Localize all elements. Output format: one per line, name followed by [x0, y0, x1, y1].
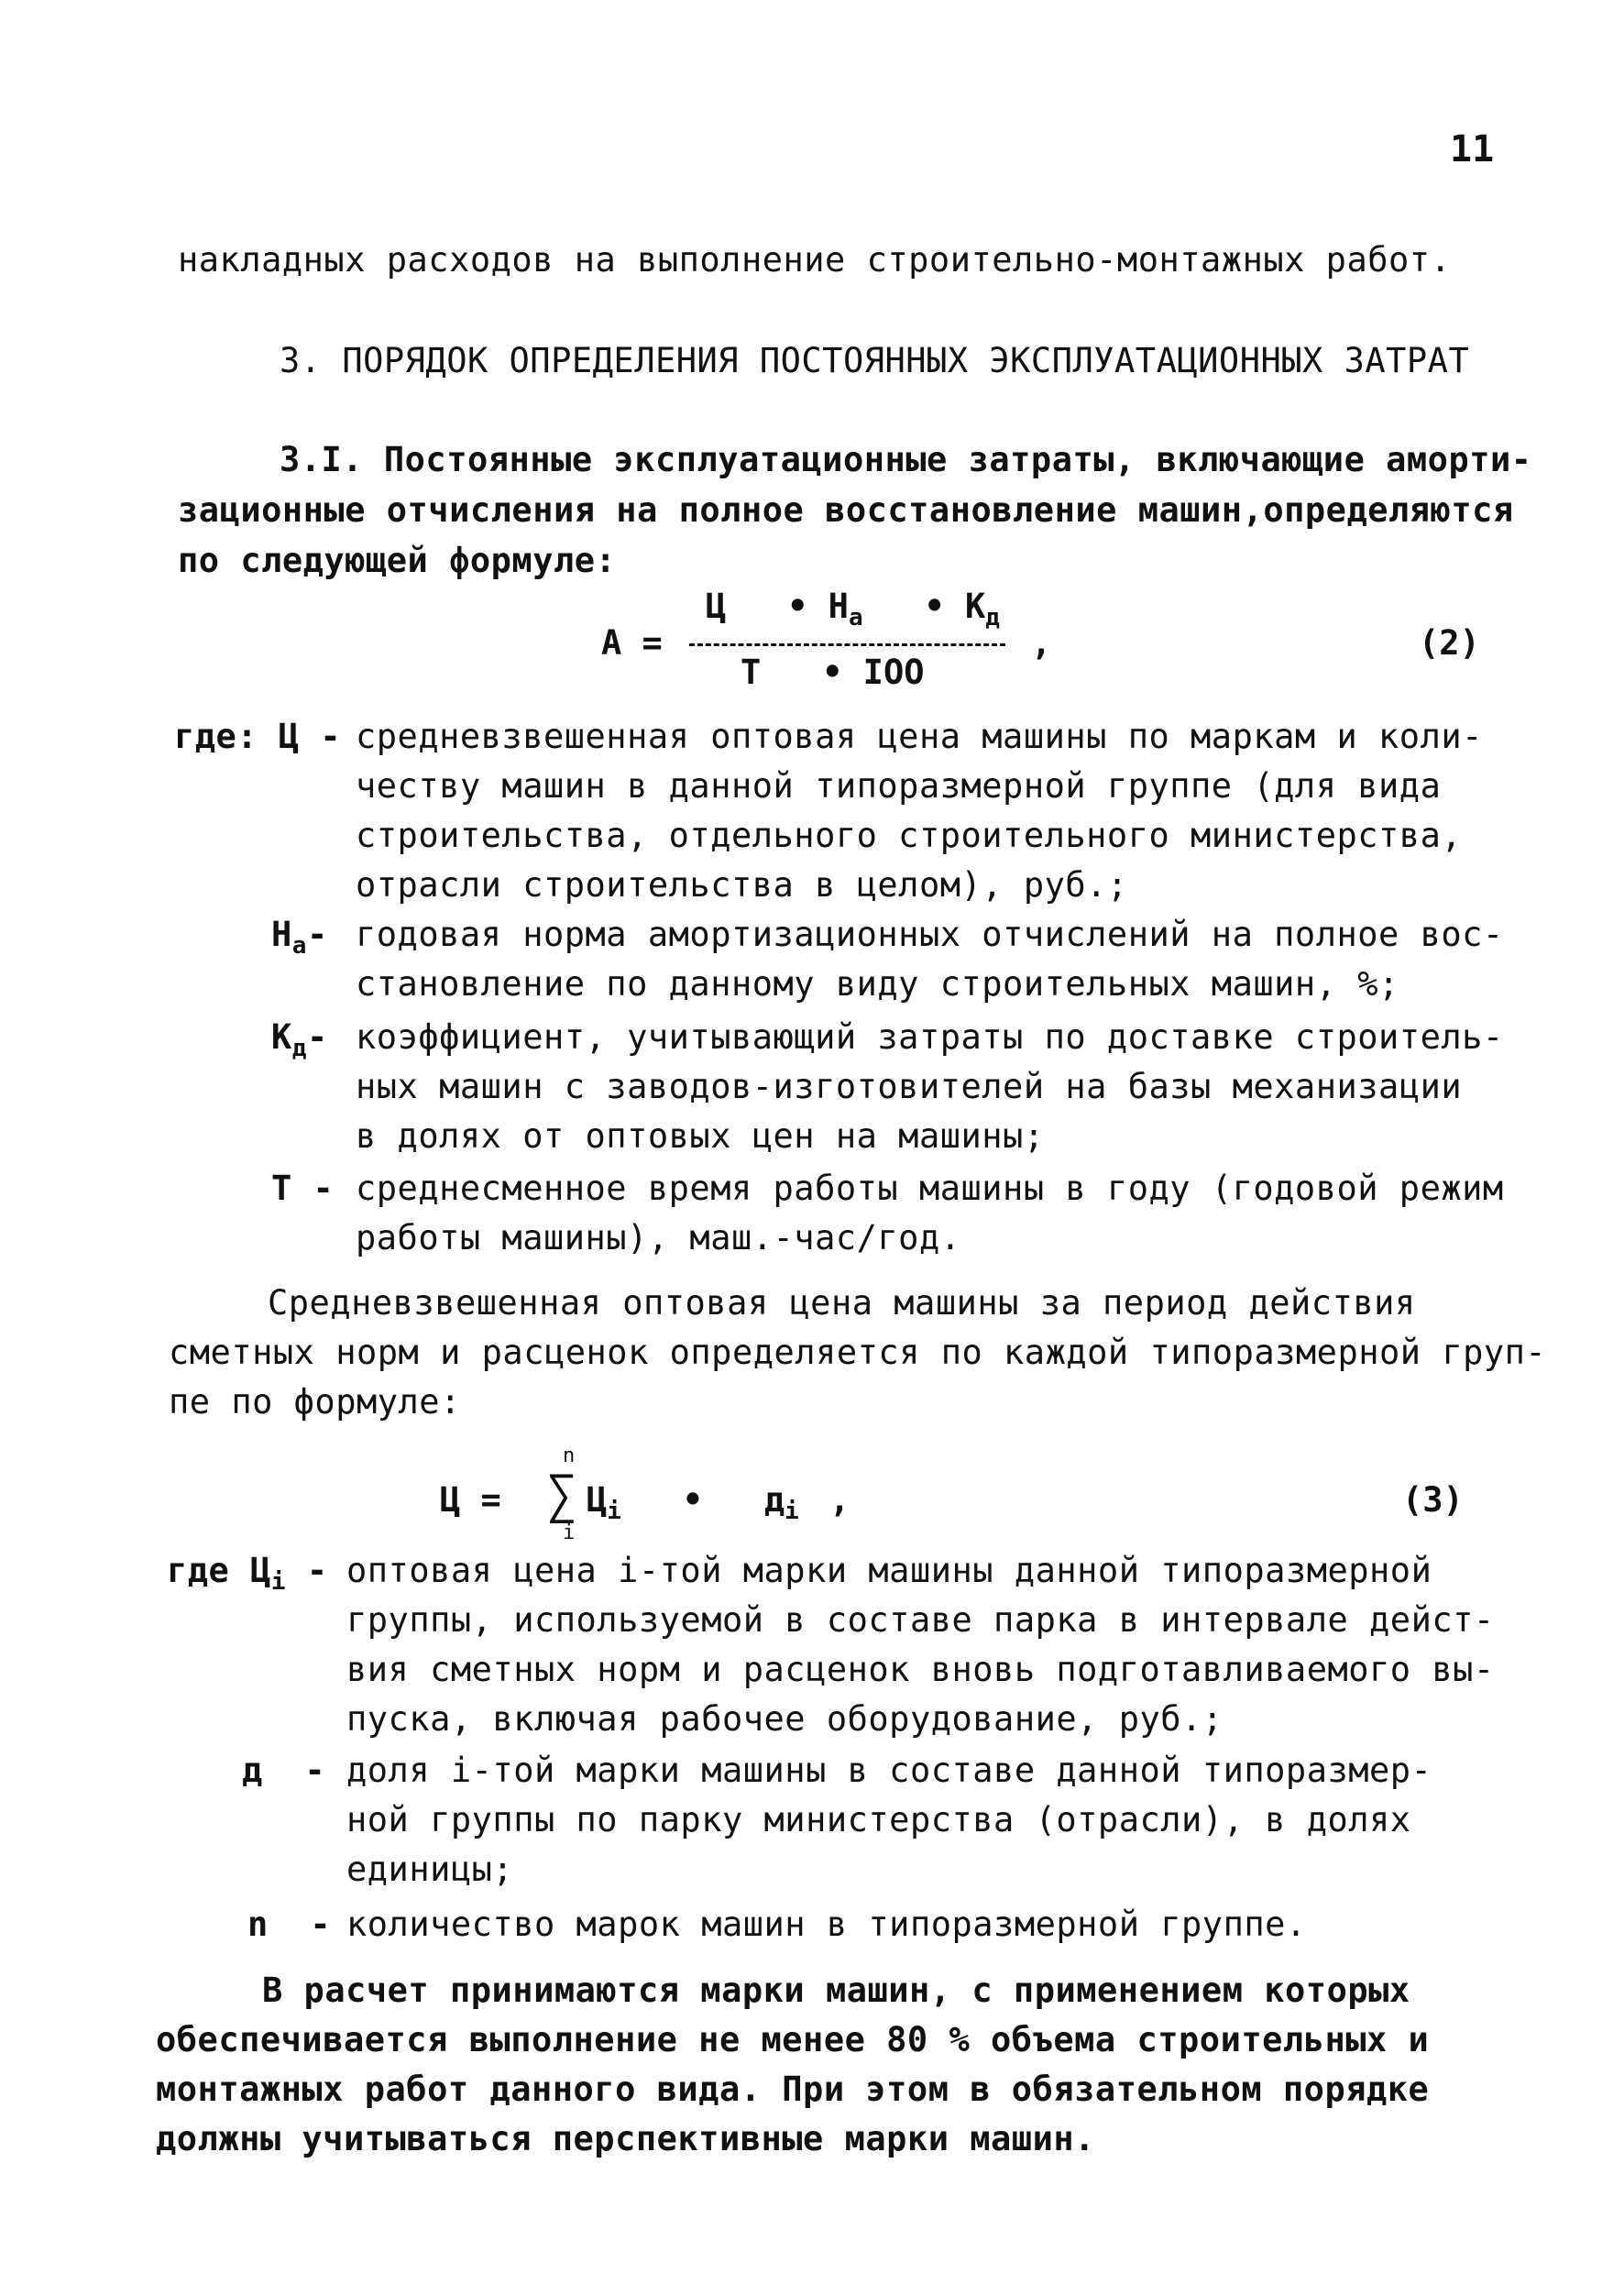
- sub-d: д: [985, 604, 1000, 631]
- paragraph-line: сметных норм и расценок определяется по каждой типоразмерной груп-: [169, 1333, 1547, 1372]
- formula-numerator: [706, 587, 1000, 631]
- def-line: единицы;: [346, 1850, 514, 1889]
- formula-comma: ,: [829, 1480, 850, 1520]
- paragraph-line: монтажных работ данного вида. При этом в обязательном порядке: [156, 2070, 1430, 2109]
- page-number: 11: [1450, 128, 1495, 170]
- def-symbol: где: Ц -: [174, 717, 342, 756]
- var-c: Ц: [706, 587, 727, 626]
- sum-upper-limit: n: [563, 1444, 576, 1467]
- var-h: Н: [828, 587, 849, 626]
- formula-comma: ,: [1031, 623, 1052, 663]
- formula-number: (2): [1419, 623, 1480, 663]
- dot-operator: •: [682, 1480, 704, 1520]
- def-line: оптовая цена i-той марки машины данной типоразмерной: [346, 1551, 1432, 1590]
- formula-lhs: А =: [601, 623, 663, 663]
- formula-number: (3): [1402, 1480, 1464, 1520]
- def-line: средневзвешенная оптовая цена машины по маркам и коли-: [356, 717, 1483, 756]
- sum-lower-limit: i: [563, 1521, 576, 1544]
- paragraph-line: пе по формуле:: [169, 1382, 461, 1422]
- def-line: среднесменное время работы машины в году (годовой режим: [356, 1169, 1504, 1208]
- paragraph-line: В расчет принимаются марки машин, с применением которых: [262, 1971, 1410, 2010]
- sum-symbol: ∑: [546, 1466, 577, 1525]
- formula-lhs: Ц =: [440, 1480, 501, 1520]
- def-line: честву машин в данной типоразмерной группе (для вида: [356, 766, 1442, 806]
- formula-term: $Ц_i$ • $д_i$: [587, 1480, 799, 1525]
- def-line: в долях от оптовых цен на машины;: [356, 1116, 1045, 1156]
- def-line: пуска, включая рабочее оборудование, руб.;: [346, 1699, 1223, 1739]
- formula-denominator: [741, 653, 925, 692]
- intro-line: накладных расходов на выполнение строительно-монтажных работ.: [178, 240, 1452, 280]
- def-line: количество марок машин в типоразмерной группе.: [346, 1905, 1307, 1944]
- var-d: д: [763, 1480, 785, 1520]
- def-line: отрасли строительства в целом), руб.;: [356, 865, 1128, 905]
- def-line: группы, используемой в составе парка в интервале дейст-: [346, 1600, 1495, 1640]
- def-symbol: где $Ц_i$ -: [167, 1551, 328, 1596]
- def-symbol: $Н_а-$: [271, 915, 328, 960]
- section-title: 3. ПОРЯДОК ОПРЕДЕЛЕНИЯ ПОСТОЯННЫХ ЭКСПЛУАТАЦИОННЫХ ЗАТРАТ: [280, 341, 1470, 380]
- def-line: строительства, отдельного строительного министерства,: [356, 816, 1463, 855]
- def-line: коэффициент, учитывающий затраты по доставке строитель-: [356, 1017, 1504, 1057]
- paragraph-line: Средневзвешенная оптовая цена машины за период действия: [268, 1283, 1416, 1323]
- sub-a: а: [848, 604, 863, 631]
- paragraph-line: обеспечивается выполнение не менее 80 % объема строительных и: [156, 2020, 1430, 2059]
- paragraph-line: должны учитываться перспективные марки машин.: [156, 2119, 1095, 2158]
- def-line: работы машины), маш.-час/год.: [356, 1218, 961, 1257]
- var-c: Ц: [587, 1480, 608, 1520]
- dot-operator: •: [924, 587, 945, 626]
- def-line: годовая норма амортизационных отчислений на полное вос-: [356, 915, 1504, 954]
- const-100: IOO: [862, 653, 925, 692]
- def-line: вия сметных норм и расценок вновь подготавливаемого вы-: [346, 1650, 1495, 1689]
- def-line: ных машин с заводов-изготовителей на базы механизации: [356, 1067, 1463, 1106]
- paragraph-line: по следующей формуле:: [178, 541, 617, 580]
- def-symbol: д -: [242, 1751, 326, 1790]
- paragraph-line: 3.I. Постоянные эксплуатационные затраты, включающие аморти-: [280, 440, 1532, 479]
- def-line: ной группы по парку министерства (отрасли), в долях: [346, 1800, 1411, 1839]
- def-symbol: $К_д-$: [271, 1017, 328, 1062]
- paragraph-line: зационные отчисления на полное восстановление машин,определяются: [178, 490, 1514, 530]
- dot-operator: •: [787, 587, 808, 626]
- dot-operator: •: [822, 653, 843, 692]
- var-k: К: [965, 587, 986, 626]
- def-line: становление по данному виду строительных машин, %;: [356, 964, 1399, 1004]
- def-symbol: Т -: [271, 1169, 335, 1208]
- fraction-bar: [689, 643, 1005, 646]
- def-symbol: n -: [247, 1905, 332, 1944]
- def-line: доля i-той марки машины в составе данной типоразмер-: [346, 1751, 1432, 1790]
- var-t: Т: [741, 653, 762, 692]
